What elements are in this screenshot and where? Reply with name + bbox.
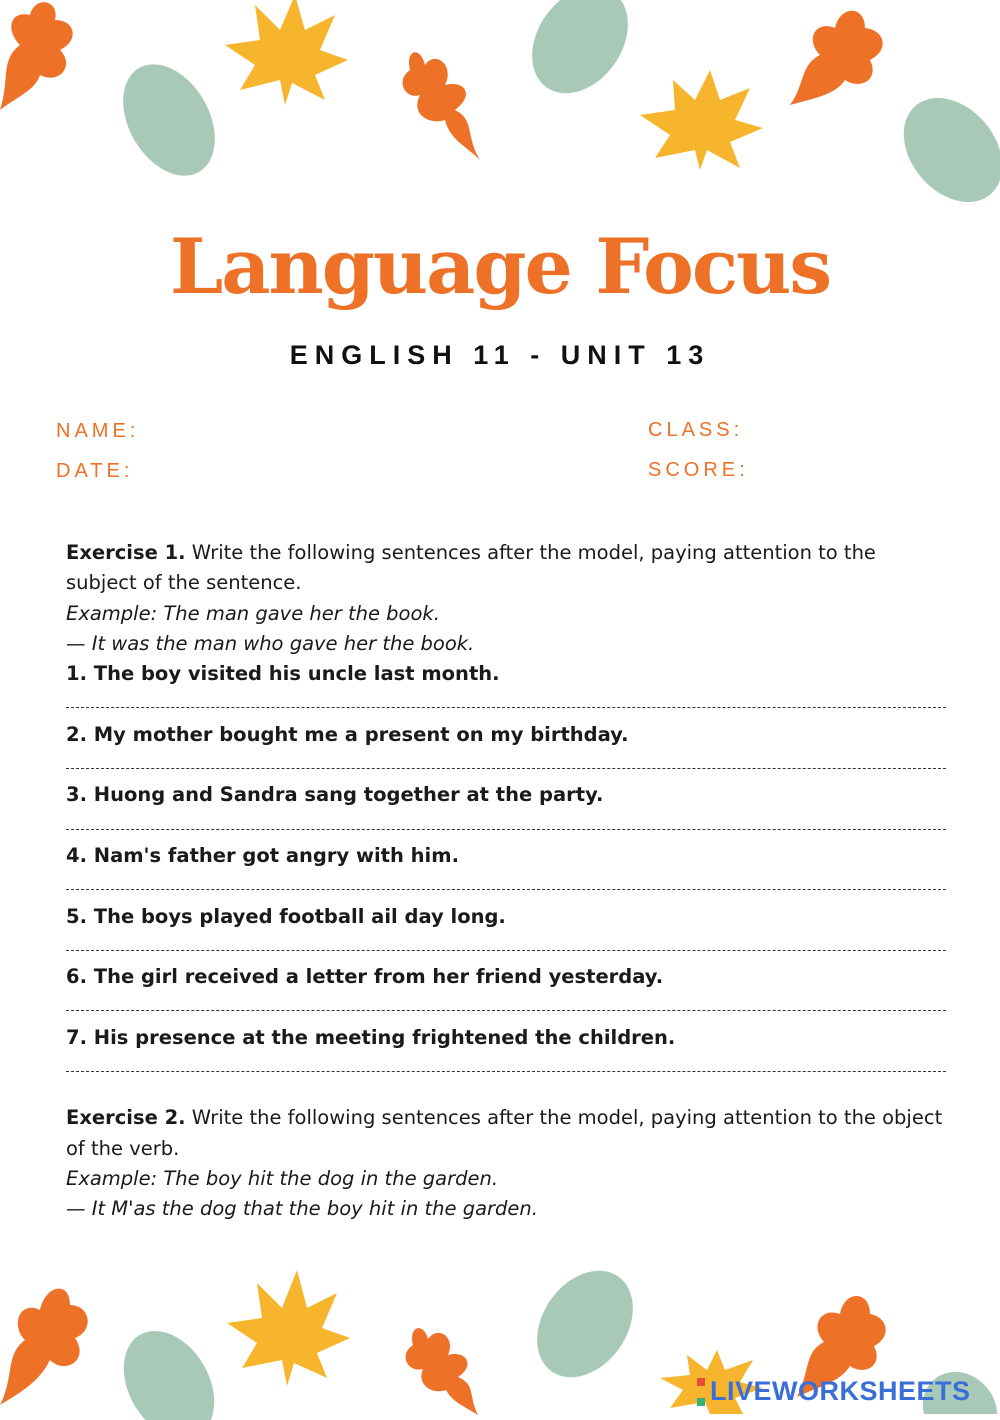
exercise-2-instruction: Exercise 2. Write the following sentences after the model, paying attention to the object of the verb.	[66, 1106, 943, 1160]
exercise-1-instruction: Exercise 1. Write the following sentences after the model, paying attention to the subject of the sentence.	[66, 541, 876, 595]
worksheet-body	[66, 538, 946, 1225]
brand-name: LIVEWORKSHEETS	[710, 1376, 971, 1406]
liveworksheets-logo	[696, 1376, 971, 1407]
oak-leaf-icon	[398, 1305, 493, 1415]
name-field-label: NAME:	[56, 420, 140, 442]
question-1: 1. The boy visited his uncle last month.	[66, 662, 500, 686]
oak-leaf-icon	[0, 0, 100, 120]
sage-leaf-icon	[112, 1330, 227, 1420]
answer-line-2[interactable]	[66, 750, 946, 780]
page-title: Language Focus	[169, 222, 831, 311]
question-7: 7. His presence at the meeting frightened the children.	[66, 1025, 676, 1049]
question-5: 5. The boys played football ail day long.	[66, 904, 506, 928]
oak-leaf-icon	[395, 25, 495, 165]
exercise-2-label: Exercise 2.	[66, 1106, 186, 1130]
question-3: 3. Huong and Sandra sang together at the party.	[66, 783, 604, 807]
exercise-1-example-answer: — It was the man who gave her the book.	[66, 631, 475, 655]
maple-leaf-icon	[222, 1268, 352, 1388]
answer-line-7[interactable]	[66, 1053, 946, 1083]
question-4: 4. Nam's father got angry with him.	[66, 843, 459, 867]
question-2: 2. My mother bought me a present on my birthday.	[66, 722, 629, 746]
answer-line-4[interactable]	[66, 871, 946, 901]
class-field-label: CLASS:	[648, 419, 744, 441]
exercise-1-label: Exercise 1.	[66, 541, 186, 564]
question-6: 6. The girl received a letter from her friend yesterday.	[66, 965, 664, 989]
sage-leaf-icon	[530, 1262, 640, 1382]
liveworksheets-logo-icon	[696, 1377, 706, 1407]
sage-leaf-icon	[525, 0, 635, 100]
answer-line-5[interactable]	[66, 932, 946, 962]
score-field-label: SCORE:	[648, 459, 749, 481]
page-subtitle: ENGLISH 11 - UNIT 13	[289, 340, 711, 370]
exercise-2-example-answer: — It M'as the dog that the boy hit in the garden.	[66, 1197, 538, 1221]
exercise-1-example: Example: The man gave her the book.	[66, 601, 440, 625]
sage-leaf-icon	[895, 90, 1000, 210]
answer-line-3[interactable]	[66, 811, 946, 841]
date-field-label: DATE:	[56, 460, 134, 482]
sage-leaf-icon	[112, 55, 227, 185]
oak-leaf-icon	[0, 1260, 100, 1410]
exercise-2-example: Example: The boy hit the dog in the garden.	[66, 1166, 499, 1190]
oak-leaf-icon	[775, 0, 895, 115]
maple-leaf-icon	[220, 0, 350, 115]
answer-line-6[interactable]	[66, 992, 946, 1022]
maple-leaf-icon	[635, 70, 765, 175]
answer-line-1[interactable]	[66, 689, 946, 719]
